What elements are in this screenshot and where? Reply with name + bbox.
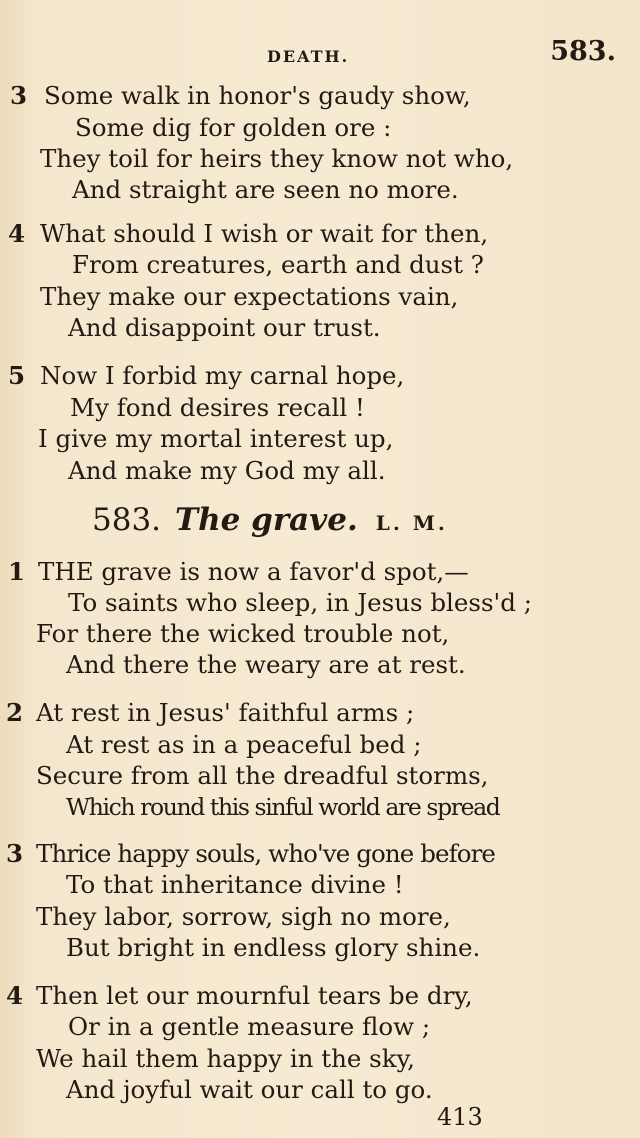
verse-line: Some dig for golden ore :	[75, 113, 392, 142]
verse-line: And make my God my all.	[68, 456, 386, 485]
verse-line: My fond desires recall !	[70, 393, 365, 422]
verse-line: THE grave is now a favor'd spot,—	[38, 557, 469, 586]
stanza-number: 3	[6, 839, 24, 868]
verse-line: At rest in Jesus' faithful arms ;	[36, 698, 415, 727]
stanza-number: 5	[8, 361, 26, 390]
verse-line: Now I forbid my carnal hope,	[40, 361, 405, 390]
stanza-number: 3	[10, 81, 28, 110]
stanza-number: 1	[8, 557, 26, 586]
verse-line: I give my mortal interest up,	[38, 424, 394, 453]
verse-line: They toil for heirs they know not who,	[40, 144, 514, 173]
stanza-number: 4	[6, 981, 24, 1010]
verse-line: They make our expectations vain,	[40, 282, 459, 311]
verse-line: They labor, sorrow, sigh no more,	[36, 902, 451, 931]
verse-line: For there the wicked trouble not,	[36, 619, 450, 648]
page-number: 413	[437, 1103, 483, 1131]
verse-line: At rest as in a peaceful bed ;	[66, 730, 422, 759]
running-head: DEATH.	[267, 47, 350, 66]
hymn-heading	[92, 500, 448, 543]
verse-line: And there the weary are at rest.	[66, 650, 466, 679]
verse-line: Then let our mournful tears be dry,	[36, 981, 473, 1010]
hymn-title: The grave.	[175, 502, 358, 538]
verse-line: What should I wish or wait for then,	[40, 219, 489, 248]
verse-line: And disappoint our trust.	[68, 313, 381, 342]
stanza-number: 2	[6, 698, 24, 727]
verse-line: From creatures, earth and dust ?	[72, 250, 484, 279]
verse-line: To saints who sleep, in Jesus bless'd ;	[68, 588, 532, 617]
verse-line: And straight are seen no more.	[72, 175, 459, 204]
hymn-number: 583.	[92, 502, 162, 538]
stanza-number: 4	[8, 219, 26, 248]
verse-line: We hail them happy in the sky,	[36, 1044, 415, 1073]
verse-line: Some walk in honor's gaudy show,	[44, 81, 471, 110]
verse-line: To that inheritance divine !	[66, 870, 404, 899]
verse-line: But bright in endless glory shine.	[66, 933, 481, 962]
hymn-meter: L. M.	[375, 511, 448, 535]
verse-line: Or in a gentle measure flow ;	[68, 1012, 431, 1041]
verse-line: Which round this sinful world are spread	[66, 793, 500, 821]
hymn-number-header: 583.	[550, 36, 616, 67]
verse-line: Secure from all the dreadful storms,	[36, 761, 489, 790]
verse-line: Thrice happy souls, who've gone before	[36, 839, 496, 868]
verse-line: And joyful wait our call to go.	[66, 1075, 433, 1104]
